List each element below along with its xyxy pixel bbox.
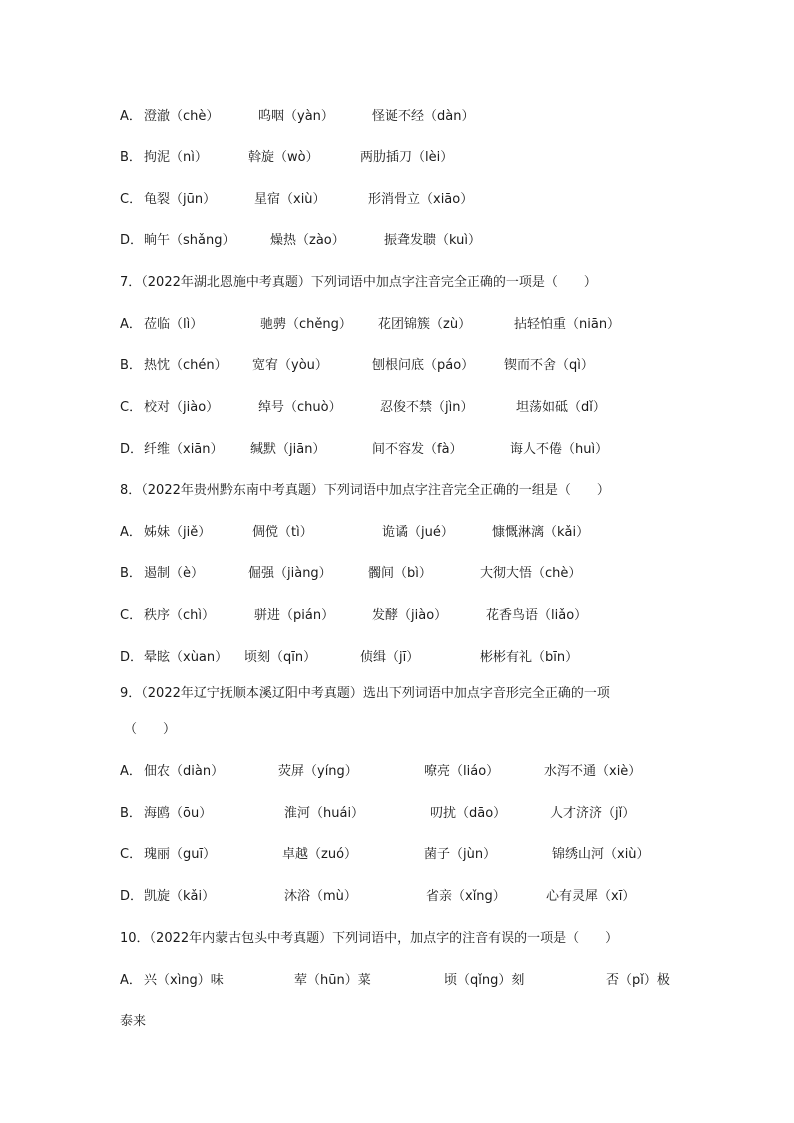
option-item: 花团锦簇（zù） [378, 317, 472, 332]
option-item: 姊妹（jiě） [144, 525, 212, 540]
option-item: 锲而不舍（qì） [504, 358, 594, 373]
option-item: 坦荡如砥（dǐ） [516, 400, 606, 415]
option-label: C． [120, 608, 143, 623]
option-item: 忍俊不禁（jìn） [380, 400, 474, 415]
option-item: 莅临（lì） [144, 317, 204, 332]
option-item: 遏制（è） [144, 566, 204, 581]
option-item: 倜傥（tì） [252, 525, 313, 540]
option-item: 间不容发（fà） [372, 442, 463, 457]
option-item: 怪诞不经（dàn） [372, 109, 475, 124]
option-item: 髑间（bì） [368, 566, 432, 581]
option-item: 菌子（jùn） [424, 847, 497, 862]
option-item: 缄默（jiān） [250, 442, 326, 457]
option-item: 呜咽（yàn） [258, 109, 334, 124]
option-label: B． [120, 150, 142, 165]
option-item: 荧屏（yíng） [278, 764, 358, 779]
option-label: A． [120, 109, 142, 124]
option-item: 海鸥（ōu） [144, 806, 213, 821]
option-item: 星宿（xiù） [254, 192, 326, 207]
option-item: 骈进（pián） [254, 608, 335, 623]
option-item: 诡谲（jué） [382, 525, 454, 540]
option-label: B． [120, 566, 142, 581]
option-item: 形消骨立（xiāo） [368, 192, 474, 207]
option-item: 振聋发聩（kuì） [384, 233, 481, 248]
option-item: 校对（jiào） [144, 400, 220, 415]
option-item: 大彻大悟（chè） [480, 566, 582, 581]
option-item: 拘泥（nì） [144, 150, 208, 165]
option-item: 拈轻怕重（niān） [514, 317, 621, 332]
option-label: C． [120, 192, 143, 207]
option-label: A． [120, 764, 142, 779]
option-label: B． [120, 358, 142, 373]
q10-option-a-wrap: 泰来 [120, 1014, 147, 1029]
option-item: 纤维（xiān） [144, 442, 224, 457]
option-item: 龟裂（jūn） [144, 192, 217, 207]
q9-stem: 9．（2022年辽宁抚顺本溪辽阳中考真题）选出下列词语中加点字音形完全正确的一项 [120, 686, 610, 701]
option-item: 发酵（jiào） [372, 608, 448, 623]
option-label: D． [120, 889, 144, 904]
option-item: 淮河（huái） [284, 806, 365, 821]
option-item: 彬彬有礼（bīn） [480, 650, 579, 665]
option-item: 心有灵犀（xī） [546, 889, 636, 904]
option-label: B． [120, 806, 142, 821]
option-label: D． [120, 442, 144, 457]
option-label: A． [120, 317, 142, 332]
option-label: D． [120, 650, 144, 665]
option-item: 刨根问底（páo） [372, 358, 475, 373]
option-item: 澄澈（chè） [144, 109, 220, 124]
option-item: 秩序（chì） [144, 608, 215, 623]
option-item: 顷（qǐng）刻 [444, 973, 525, 988]
q10-stem: 10．（2022年内蒙古包头中考真题）下列词语中，加点字的注音有误的一项是（ ） [120, 931, 619, 946]
option-item: 绰号（chuò） [258, 400, 342, 415]
option-item: 热忱（chén） [144, 358, 228, 373]
option-item: 佃农（diàn） [144, 764, 225, 779]
option-item: 斡旋（wò） [248, 150, 319, 165]
option-item: 晕眩（xùan） [144, 650, 229, 665]
option-label: D． [120, 233, 144, 248]
option-item: 省亲（xǐng） [426, 889, 506, 904]
option-label: C． [120, 400, 143, 415]
option-item: 宽宥（yòu） [252, 358, 328, 373]
q8-stem: 8．（2022年贵州黔东南中考真题）下列词语中加点字注音完全正确的一组是（ ） [120, 483, 610, 498]
option-label: A． [120, 525, 142, 540]
option-item: 兴（xìng）味 [144, 973, 224, 988]
option-item: 嘹亮（liáo） [424, 764, 500, 779]
option-item: 倔强（jiàng） [248, 566, 332, 581]
option-item: 燥热（zào） [270, 233, 345, 248]
option-item: 诲人不倦（huì） [510, 442, 609, 457]
option-item: 凯旋（kǎi） [144, 889, 216, 904]
option-item: 花香鸟语（liǎo） [486, 608, 588, 623]
option-item: 晌午（shǎng） [144, 233, 236, 248]
option-item: 侦缉（jī） [360, 650, 420, 665]
option-label: A． [120, 973, 142, 988]
option-item: 慷慨淋漓（kǎi） [492, 525, 590, 540]
option-item: 人才济济（jǐ） [550, 806, 636, 821]
option-item: 卓越（zuó） [282, 847, 358, 862]
option-item: 驰骋（chěng） [260, 317, 352, 332]
option-item: 顷刻（qīn） [244, 650, 317, 665]
option-label: C． [120, 847, 143, 862]
q9-stem-blank: （ ） [124, 722, 177, 737]
option-item: 水泻不通（xiè） [544, 764, 642, 779]
option-item: 两肋插刀（lèi） [360, 150, 454, 165]
option-item: 锦绣山河（xiù） [552, 847, 650, 862]
option-item: 荤（hūn）菜 [294, 973, 371, 988]
q7-stem: 7．（2022年湖北恩施中考真题）下列词语中加点字注音完全正确的一项是（ ） [120, 275, 597, 290]
option-item: 瑰丽（guī） [144, 847, 217, 862]
option-item: 叨扰（dāo） [430, 806, 507, 821]
option-item: 否（pǐ）极 [606, 973, 670, 988]
option-item: 沐浴（mù） [284, 889, 357, 904]
